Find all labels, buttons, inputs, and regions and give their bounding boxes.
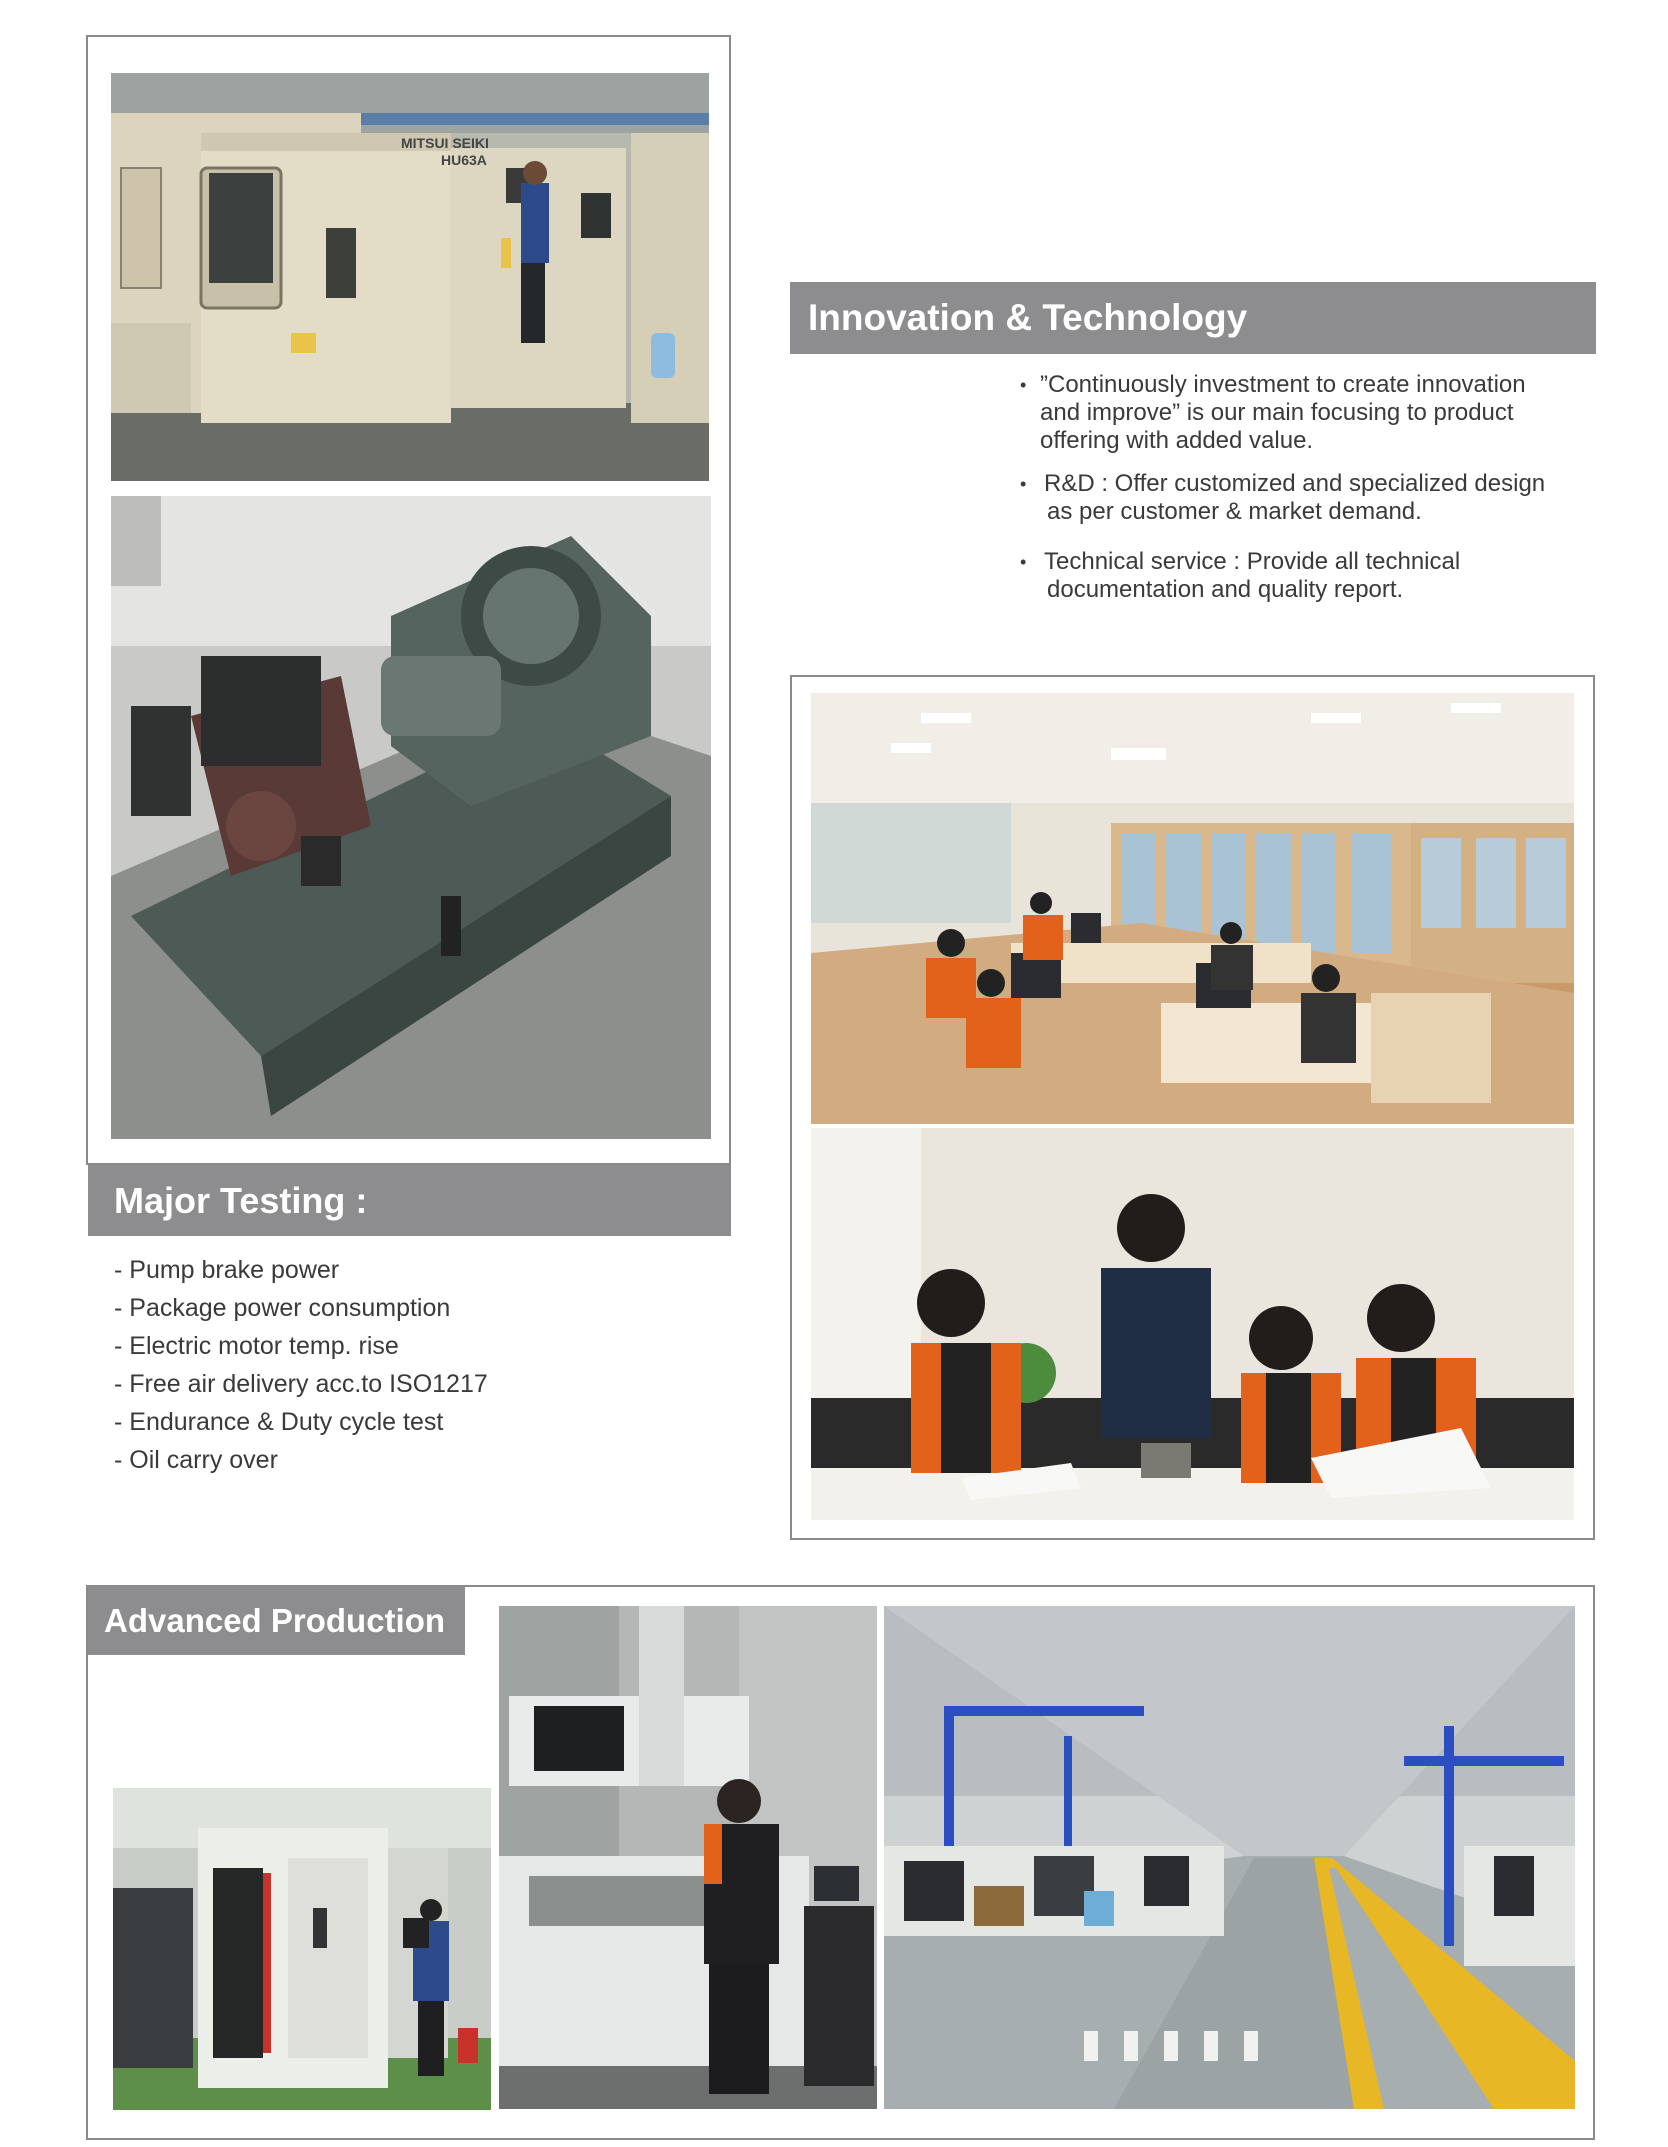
list-item: - Oil carry over xyxy=(114,1446,278,1474)
major-testing-list xyxy=(114,1251,714,1479)
list-item: - Electric motor temp. rise xyxy=(114,1332,399,1360)
compressor-test-bench-photo xyxy=(111,496,711,1139)
innovation-bullet-investment: • ”Continuously investment to create innovation and improve” is our main focusing to product offering with added value. xyxy=(1020,371,1526,454)
major-testing-title: Major Testing : xyxy=(114,1179,368,1221)
major-testing-banner xyxy=(88,1165,731,1236)
list-item: - Package power consumption xyxy=(114,1294,451,1322)
machining-center-photo xyxy=(111,73,709,481)
workshop-hall-photo xyxy=(884,1606,1575,2109)
advanced-production-banner xyxy=(88,1587,465,1655)
vertical-machine-photo xyxy=(113,1788,491,2110)
innovation-title: Innovation & Technology xyxy=(808,297,1248,338)
bullet-icon: • xyxy=(1020,474,1027,494)
advanced-production-title: Advanced Production xyxy=(104,1602,446,1639)
list-item: - Pump brake power xyxy=(114,1256,340,1284)
innovation-banner xyxy=(790,282,1596,354)
coordinate-measuring-photo xyxy=(499,1606,877,2109)
bullet-icon: • xyxy=(1020,375,1027,395)
svg-text:MITSUI SEIKI: MITSUI SEIKI xyxy=(401,135,489,151)
svg-text:HU63A: HU63A xyxy=(441,152,487,168)
innovation-bullet-technical-service: • Technical service : Provide all technical documentation and quality report. xyxy=(1020,548,1461,603)
list-item: - Endurance & Duty cycle test xyxy=(114,1408,444,1436)
innovation-bullet-rd: • R&D : Offer customized and specialized design as per customer & market demand. xyxy=(1020,470,1546,525)
list-item: - Free air delivery acc.to ISO1217 xyxy=(114,1370,488,1398)
rd-office-photo xyxy=(811,693,1574,1124)
engineers-meeting-photo xyxy=(811,1128,1574,1520)
bullet-icon: • xyxy=(1020,552,1027,572)
